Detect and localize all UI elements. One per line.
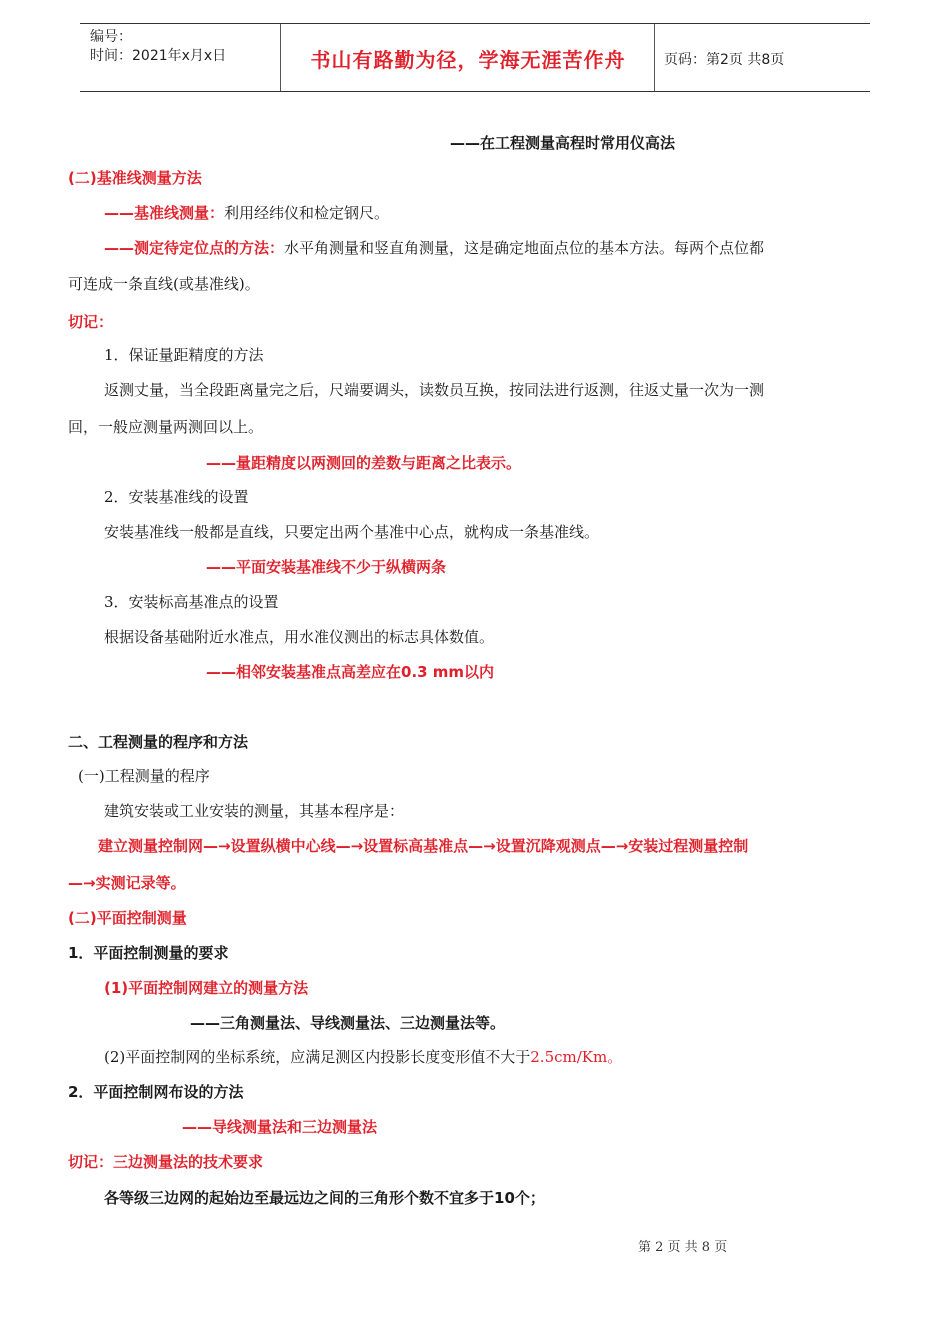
key-point: ——导线测量法和三边测量法 [182, 1118, 378, 1136]
section-heading: (二)基准线测量方法 [68, 169, 202, 187]
paragraph-line: 回，一般应测量两测回以上。 [68, 418, 264, 436]
header-time: 时间：2021年x月x日 [90, 48, 227, 64]
subsection-heading: 1．平面控制测量的要求 [68, 944, 229, 962]
section-heading: (二)平面控制测量 [68, 909, 187, 927]
key-point: ——量距精度以两测回的差数与距离之比表示。 [206, 454, 522, 472]
paragraph-line: 建筑安装或工业安装的测量，其基本程序是： [104, 802, 405, 820]
list-item: 3．安装标高基准点的设置 [104, 593, 279, 611]
process-flow: 建立测量控制网—→设置纵横中心线—→设置标高基准点—→设置沉降观测点—→安装过程测量控制 [98, 837, 749, 855]
term-label: ——基准线测量： [104, 204, 225, 222]
note-heading: 切记： [68, 313, 114, 331]
note-heading: 切记：三边测量法的技术要求 [68, 1153, 264, 1171]
subsection-item: (1)平面控制网建立的测量方法 [104, 979, 309, 997]
term-label: ——测定待定位点的方法： [104, 239, 285, 257]
header-divider [654, 24, 655, 91]
page-footer: 第 2 页 共 8 页 [638, 1240, 728, 1255]
section-heading: (一)工程测量的程序 [78, 767, 210, 785]
page-header [80, 23, 870, 92]
term-text: 水平角测量和竖直角测量，这是确定地面点位的基本方法。每两个点位都 [284, 239, 765, 257]
paragraph-line [104, 203, 389, 223]
header-meta [90, 28, 226, 66]
key-point: ——相邻安装基准点高差应在0.3 mm以内 [206, 663, 495, 681]
subsection-heading: 2．平面控制网布设的方法 [68, 1083, 244, 1101]
paragraph-line: 安装基准线一般都是直线，只要定出两个基准中心点，就构成一条基准线。 [104, 523, 600, 541]
term-text: 利用经纬仪和检定钢尺。 [224, 204, 390, 222]
list-item: 1．保证量距精度的方法 [104, 346, 264, 364]
list-item: 2．安装基准线的设置 [104, 488, 249, 506]
paragraph-line [104, 1047, 622, 1067]
requirement-value: 2.5cm/Km。 [530, 1048, 623, 1066]
paragraph-line: 可连成一条直线(或基准线)。 [68, 275, 260, 293]
serial-label: 编号： [90, 29, 132, 45]
paragraph-line [104, 238, 764, 258]
chapter-heading: 二、工程测量的程序和方法 [68, 733, 249, 751]
key-point: ——平面安装基准线不少于纵横两条 [206, 558, 447, 576]
subtitle-line: ——在工程测量高程时常用仪高法 [450, 134, 676, 152]
paragraph-line: 返测丈量，当全段距离量完之后，尺端要调头，读数员互换，按同法进行返测，往返丈量一次为一测 [104, 381, 765, 399]
paragraph-line: 各等级三边网的起始边至最远边之间的三角形个数不宜多于10个； [104, 1189, 545, 1207]
key-point: ——三角测量法、导线测量法、三边测量法等。 [190, 1014, 506, 1032]
header-divider [280, 24, 281, 91]
header-motto: 书山有路勤为径，学海无涯苦作舟 [310, 48, 626, 72]
header-page-code: 页码：第2页 共8页 [664, 52, 785, 68]
paragraph-line: 根据设备基础附近水准点，用水准仪测出的标志具体数值。 [104, 628, 495, 646]
process-flow: —→实测记录等。 [68, 874, 186, 892]
requirement-text: (2)平面控制网的坐标系统，应满足测区内投影长度变形值不大于 [104, 1048, 531, 1066]
